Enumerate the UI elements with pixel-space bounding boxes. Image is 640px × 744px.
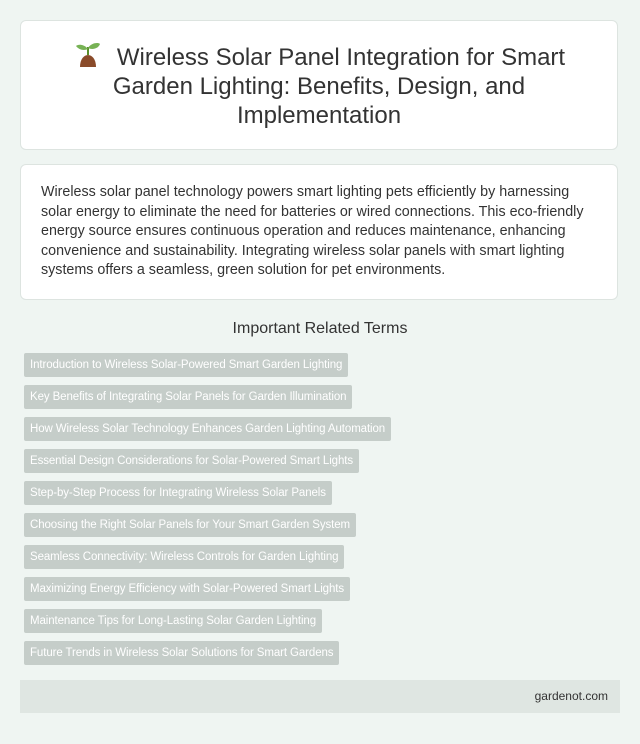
term-tag[interactable]: Introduction to Wireless Solar-Powered Smart Garden Lighting	[24, 353, 348, 377]
sprout-icon	[73, 41, 103, 67]
related-terms-list	[24, 353, 620, 673]
term-tag[interactable]: Key Benefits of Integrating Solar Panels for Garden Illumination	[24, 385, 352, 409]
title-card	[20, 20, 618, 150]
list-item	[24, 513, 620, 537]
list-item	[24, 577, 620, 601]
list-item	[24, 385, 620, 409]
list-item	[24, 481, 620, 505]
list-item	[24, 353, 620, 377]
term-tag[interactable]: Step-by-Step Process for Integrating Wireless Solar Panels	[24, 481, 332, 505]
intro-text: Wireless solar panel technology powers smart lighting pets efficiently by harnessing solar energy to eliminate the need for batteries or wired connections. This eco-friendly energy source ensures continuous operation and reduces maintenance, enhancing convenience and sustainability. Integrating wireless solar panels with smart lighting systems offers a seamless, green solution for pet environments.	[41, 184, 584, 278]
page-title	[21, 41, 617, 130]
footer-site-link[interactable]: gardenot.com	[534, 689, 608, 703]
list-item	[24, 545, 620, 569]
page-title-text: Wireless Solar Panel Integration for Smart Garden Lighting: Benefits, Design, and Implementation	[112, 43, 566, 129]
list-item	[24, 417, 620, 441]
term-tag[interactable]: Essential Design Considerations for Solar-Powered Smart Lights	[24, 449, 359, 473]
intro-card	[20, 164, 618, 300]
list-item	[24, 449, 620, 473]
list-item	[24, 609, 620, 633]
term-tag[interactable]: Seamless Connectivity: Wireless Controls for Garden Lighting	[24, 545, 344, 569]
related-terms-heading: Important Related Terms	[232, 320, 408, 337]
term-tag[interactable]: Future Trends in Wireless Solar Solutions for Smart Gardens	[24, 641, 339, 665]
term-tag[interactable]: How Wireless Solar Technology Enhances Garden Lighting Automation	[24, 417, 391, 441]
footer	[20, 680, 620, 713]
term-tag[interactable]: Maximizing Energy Efficiency with Solar-Powered Smart Lights	[24, 577, 350, 601]
term-tag[interactable]: Maintenance Tips for Long-Lasting Solar Garden Lighting	[24, 609, 322, 633]
list-item	[24, 641, 620, 665]
term-tag[interactable]: Choosing the Right Solar Panels for Your Smart Garden System	[24, 513, 356, 537]
